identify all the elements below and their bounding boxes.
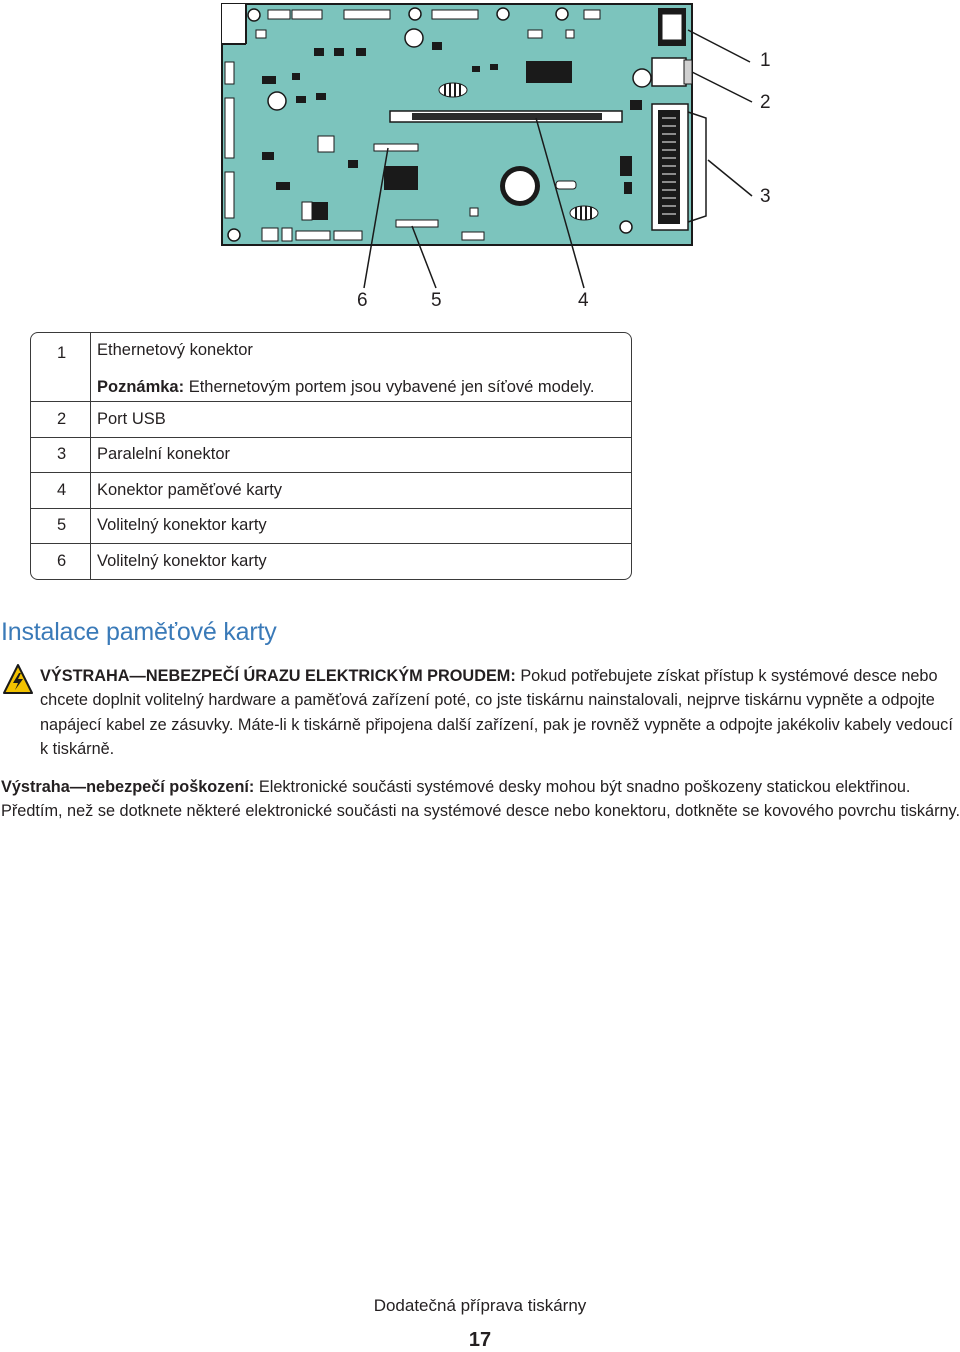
table-row	[31, 473, 631, 509]
caution-label: Výstraha—nebezpečí poškození:	[1, 778, 255, 796]
section-title: Instalace paměťové karty	[1, 618, 277, 646]
row-number: 2	[31, 402, 91, 438]
callout-legend-table	[30, 332, 632, 580]
page-number: 17	[468, 1329, 492, 1351]
note-label: Poznámka:	[97, 378, 185, 396]
callout-5: 5	[431, 290, 442, 311]
row-label: Ethernetový konektor	[97, 341, 253, 359]
row-label: Konektor paměťové karty	[91, 473, 631, 509]
row-note	[97, 378, 631, 397]
row-label: Paralelní konektor	[91, 438, 631, 474]
row-label: Volitelný konektor karty	[91, 509, 631, 545]
caution-body: Elektronické součásti systémové desky mohou být snadno poškozeny statickou elektřinou. Předtím, než se dotknete některé elektronické součásti na systémové desce nebo konektoru, dotkněte se kovového povrchu tiskárny.	[1, 778, 960, 821]
table-row	[31, 402, 631, 438]
row-number: 5	[31, 509, 91, 545]
static-damage-caution	[1, 775, 960, 824]
table-row	[31, 544, 631, 579]
system-board-diagram	[0, 0, 960, 320]
callout-3: 3	[760, 186, 771, 207]
footer-chapter-title: Dodatečná příprava tiskárny	[373, 1296, 587, 1315]
row-label: Port USB	[91, 402, 631, 438]
callout-6: 6	[357, 290, 368, 311]
electric-shock-warning	[40, 664, 960, 761]
row-number: 4	[31, 473, 91, 509]
table-row	[31, 333, 631, 402]
note-text: Ethernetovým portem jsou vybavené jen síťové modely.	[184, 378, 595, 396]
row-number: 3	[31, 438, 91, 474]
row-label: Volitelný konektor karty	[97, 551, 267, 570]
callout-2: 2	[760, 92, 771, 113]
row-number: 1	[31, 333, 91, 402]
row-number: 6	[31, 544, 91, 579]
system-board-illustration	[0, 0, 960, 320]
warning-label: VÝSTRAHA—NEBEZPEČÍ ÚRAZU ELEKTRICKÝM PROUDEM:	[40, 667, 516, 685]
electric-hazard-icon	[3, 663, 33, 695]
table-row	[31, 438, 631, 474]
table-row	[31, 509, 631, 545]
callout-1: 1	[760, 50, 771, 71]
warning-body: Pokud potřebujete získat přístup k systémové desce nebo chcete doplnit volitelný hardware a paměťová zařízení poté, co jste tiskárnu nainstalovali, nejprve tiskárnu vypněte a odpojte napájecí kabel ze zásuvky. Máte-li k tiskárně připojena další zařízení, pak je rovněž vypněte a odpojte jakékoliv kabely vedoucí k tiskárně.	[40, 667, 953, 758]
callout-4: 4	[578, 290, 589, 311]
